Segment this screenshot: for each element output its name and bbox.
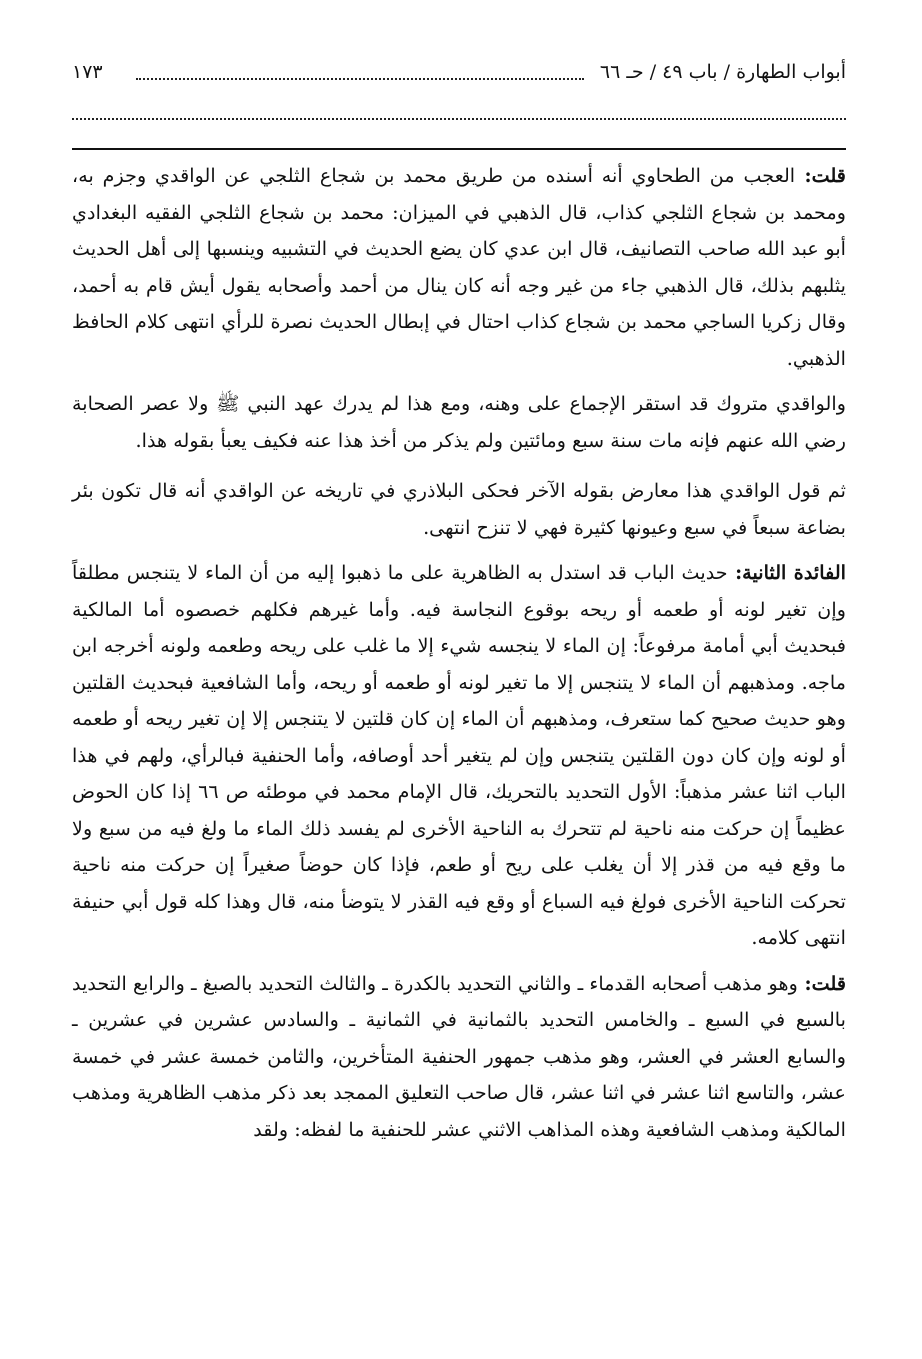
- paragraph-5: [72, 966, 846, 1149]
- paragraph-text: وهو مذهب أصحابه القدماء ـ والثاني التحديد بالكدرة ـ والثالث التحديد بالصبغ ـ والرابع التحديد بالسبع في السبع ـ والخامس التحديد بالثمانية في الثمانية ـ والسادس عشرين في عشرين ـ والسابع العشر في العشر، وهو مذهب جمهور الحنفية المتأخرين، والثامن خمسة عشر في خمسة عشر، والتاسع اثنا عشر في اثنا عشر، قال صاحب التعليق الممجد بعد ذكر مذهب الظاهرية ومذهب المالكية ومذهب الشافعية وهذه المذاهب الاثني عشر للحنفية ما لفظه: ولقد: [72, 971, 846, 1141]
- running-header-title: أبواب الطهارة / باب ٤٩ / حـ ٦٦: [599, 61, 846, 83]
- book-page: [72, 52, 846, 1162]
- paragraph-text: العجب من الطحاوي أنه أسنده من طريق محمد بن شجاع الثلجي عن الواقدي وجزم به، ومحمد بن شجاع الثلجي كذاب، قال الذهبي في الميزان: محمد بن شجاع الثلجي الفقيه البغدادي أبو عبد الله صاحب التصانيف، قال ابن عدي كان يضع الحديث في التشبيه وينسبها إلى أهل الحديث يثلبهم بذلك، قال الذهبي جاء من غير وجه أنه كان ينال من أحمد وأصحابه يقول أيش قام به أحمد، وقال زكريا الساجي محمد بن شجاع كذاب احتال في إبطال الحديث نصرة للرأي انتهى كلام الحافظ الذهبي.: [72, 164, 846, 370]
- paragraph-1: [72, 158, 846, 377]
- paragraph-text: ثم قول الواقدي هذا معارض بقوله الآخر فحكى البلاذري في تاريخه عن الواقدي أنه قال تكون بئر بضاعة سبعاً في سبع وعيونها كثيرة فهي لا تنزح انتهى.: [72, 479, 846, 539]
- dotted-separator: [72, 118, 846, 120]
- running-header: [72, 52, 846, 92]
- page-number: ١٧٣: [72, 61, 103, 83]
- paragraph-lead: الفائدة الثانية:: [727, 561, 846, 584]
- paragraph-text: حديث الباب قد استدل به الظاهرية على ما ذهبوا إليه من أن الماء لا يتنجس مطلقاً وإن تغير لونه أو طعمه أو ريحه بوقوع النجاسة فيه. وأما غيرهم فكلهم خصصوه أما المالكية فبحديث أبي أمامة مرفوعاً: إن الماء لا ينجسه شيء إلا ما غلب على ريحه وطعمه ولونه أخرجه ابن ماجه. ومذهبهم أن الماء لا يتنجس إلا ما تغير لونه أو طعمه أو ريحه، وأما الشافعية فبحديث القلتين وهو حديث صحيح كما ستعرف، ومذهبهم أن الماء إن كان قلتين لا يتنجس إلا إن تغير ريحه أو طعمه أو لونه وإن كان دون القلتين يتنجس وإن لم يتغير أحد أوصافه، وأما الحنفية فبالرأي، ولهم في هذا الباب اثنا عشر مذهباً: الأول التحديد بالتحريك، قال الإمام محمد في موطئه ص ٦٦ إذا كان الحوض عظيماً إن حركت منه ناحية لم تتحرك به الناحية الأخرى لم يفسد ذلك الماء ما ولغ فيه من سبع ولا ما وقع فيه من قذر إلا أن يغلب على ريح أو طعم، فإذا كان حوضاً صغيراً إن حركت منه ناحية تحركت الناحية الأخرى فولغ فيه السباع أو وقع فيه القذر لا يتوضأ منه، قال وهذا كله قول أبي حنيفة انتهى كلامه.: [72, 561, 846, 949]
- paragraph-4: [72, 555, 846, 957]
- paragraph-lead: قلت:: [797, 971, 846, 995]
- paragraph-3: [72, 473, 846, 546]
- header-rule: [72, 148, 846, 150]
- paragraph-lead: قلت:: [795, 164, 846, 187]
- paragraph-2: [72, 386, 846, 459]
- paragraph-text: والواقدي متروك قد استقر الإجماع على وهنه، ومع هذا لم يدرك عهد النبي ﷺ ولا عصر الصحابة رضي الله عنهم فإنه مات سنة سبع ومائتين ولم يذكر من أخذ هذا عنه فكيف يعبأ بقوله هذا.: [72, 392, 846, 452]
- dotted-leader: [136, 78, 584, 80]
